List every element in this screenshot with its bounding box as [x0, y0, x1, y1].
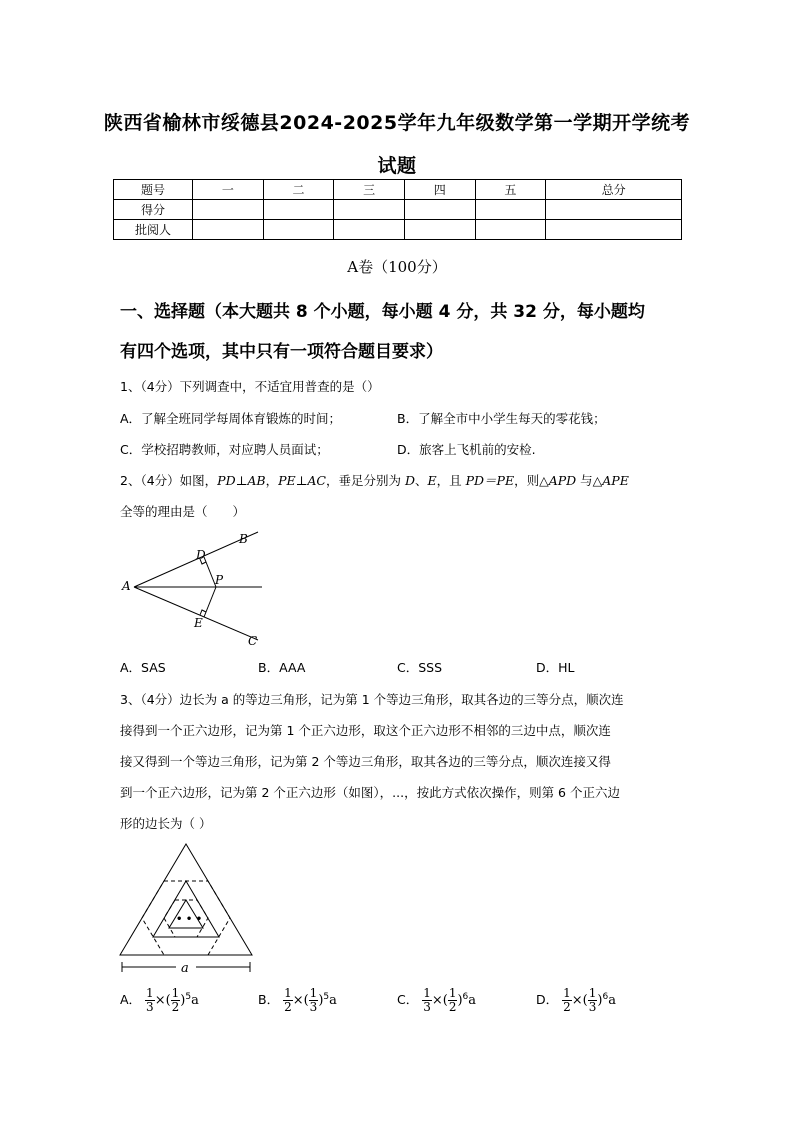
- denominator: 2: [171, 1000, 180, 1014]
- numerator: 1: [284, 986, 292, 1000]
- table-cell: [404, 220, 475, 240]
- ray-ac: [134, 587, 258, 640]
- document-title-line1: 陕西省榆林市绥德县2024-2025学年九年级数学第一学期开学统考: [103, 112, 691, 134]
- table-cell: [404, 200, 475, 220]
- denominator: 2: [448, 1000, 457, 1014]
- table-cell: [193, 200, 264, 220]
- question-2-option-a: A．SAS: [120, 660, 166, 675]
- score-table: [113, 179, 682, 240]
- table-cell: [193, 220, 264, 240]
- question-3-option-b: [258, 987, 337, 1014]
- question-3-line5: 形的边长为（ ）: [120, 816, 212, 831]
- numerator: 1: [309, 986, 318, 1000]
- section-heading-line1: 一、选择题（本大题共 8 个小题，每小题 4 分，共 32 分，每小题均: [120, 302, 645, 322]
- question-1-option-b: B．了解全市中小学生每天的零花钱；: [397, 411, 606, 426]
- label-a: A: [122, 579, 131, 593]
- document-title-line2: 试题: [377, 155, 417, 177]
- close-paren: ): [318, 993, 324, 1008]
- question-2-stem-line2: 全等的理由是（ ）: [120, 504, 246, 519]
- question-1-option-a: A．了解全班同学每周体育锻炼的时间；: [120, 411, 342, 426]
- question-2-option-b: B．AAA: [258, 660, 306, 675]
- table-cell: [475, 220, 546, 240]
- option-label: B．: [258, 992, 280, 1007]
- volume-label: A卷（100分）: [347, 258, 447, 276]
- denominator: 2: [284, 1000, 292, 1014]
- option-label: C．: [397, 992, 419, 1007]
- point-e: E: [427, 473, 437, 488]
- fraction: [422, 987, 432, 1014]
- denominator: 3: [423, 1000, 431, 1014]
- times-paren: ×(: [571, 993, 588, 1008]
- angle-bisector-figure: [118, 528, 266, 648]
- question-2-option-d: D．HL: [536, 660, 575, 675]
- exponent: 6: [602, 991, 609, 1002]
- table-cell: [263, 200, 334, 220]
- question-1-option-c: C．学校招聘教师，对应聘人员面试；: [120, 442, 329, 457]
- triangle-apd: APD: [548, 473, 577, 488]
- table-cell: 总分: [546, 180, 682, 200]
- question-2-stem: [120, 471, 629, 489]
- variable-a: a: [468, 993, 477, 1008]
- option-label: A．: [120, 992, 142, 1007]
- fraction: [562, 987, 572, 1014]
- label-b: B: [239, 532, 248, 546]
- variable-a: a: [191, 993, 199, 1008]
- table-cell: [475, 200, 546, 220]
- nested-triangle-figure: [118, 840, 260, 978]
- fraction: [588, 987, 598, 1014]
- table-cell: [334, 200, 405, 220]
- numerator: 1: [423, 986, 431, 1000]
- stem-text: 、: [414, 473, 428, 488]
- table-cell: 一: [193, 180, 264, 200]
- score-table-header-row: [114, 180, 682, 200]
- variable-a: a: [329, 993, 337, 1008]
- table-cell: 四: [404, 180, 475, 200]
- question-3-line4: 到一个正六边形，记为第 2 个正六边形（如图），...，按此方式依次操作，则第 6 个正六边: [120, 785, 620, 800]
- side-label-a: a: [181, 961, 189, 976]
- times-paren: ×(: [154, 993, 171, 1008]
- score-table-row: [114, 220, 682, 240]
- question-2-option-c: C．SSS: [397, 660, 443, 675]
- fraction: [309, 987, 319, 1014]
- condition-pd-pe: PD＝PE: [465, 473, 515, 488]
- table-cell: [546, 220, 682, 240]
- triangle-ape: APE: [602, 473, 629, 488]
- label-c: C: [248, 634, 258, 648]
- exponent: 5: [323, 991, 330, 1002]
- denominator: 3: [588, 1000, 597, 1014]
- exponent: 6: [462, 991, 469, 1002]
- denominator: 3: [309, 1000, 318, 1014]
- numerator: 1: [171, 986, 180, 1000]
- ellipsis-dots: • • •: [176, 914, 203, 925]
- table-cell: 五: [475, 180, 546, 200]
- table-cell: 二: [263, 180, 334, 200]
- question-3-line2: 接得到一个正六边形，记为第 1 个正六边形，取这个正六边形不相邻的三边中点，顺次连: [120, 723, 611, 738]
- condition-pd-ab: PD⊥AB: [217, 473, 266, 488]
- table-cell: [546, 200, 682, 220]
- table-cell: 题号: [114, 180, 193, 200]
- close-paren: ): [457, 993, 463, 1008]
- denominator: 2: [563, 1000, 571, 1014]
- condition-pe-ac: PE⊥AC: [278, 473, 326, 488]
- point-d: D: [404, 473, 415, 488]
- times-paren: ×(: [431, 993, 448, 1008]
- stem-text: ，垂足分别为: [325, 473, 405, 488]
- option-label: D．: [536, 992, 559, 1007]
- question-3-option-a: [120, 987, 199, 1014]
- label-p: P: [215, 573, 224, 587]
- denominator: 3: [146, 1000, 154, 1014]
- triangle-2: [153, 881, 219, 937]
- numerator: 1: [146, 986, 154, 1000]
- stem-text: ，: [265, 473, 279, 488]
- table-cell: [334, 220, 405, 240]
- question-1-stem: 1、（4分）下列调查中，不适宜用普查的是（）: [120, 379, 380, 394]
- section-heading-line2: 有四个选项，其中只有一项符合题目要求）: [120, 342, 443, 362]
- close-paren: ): [597, 993, 603, 1008]
- table-cell: 批阅人: [114, 220, 193, 240]
- stem-text: ，且: [436, 473, 466, 488]
- numerator: 1: [563, 986, 571, 1000]
- table-cell: 三: [334, 180, 405, 200]
- numerator: 1: [448, 986, 457, 1000]
- score-table-row: [114, 200, 682, 220]
- variable-a: a: [608, 993, 616, 1008]
- table-cell: 得分: [114, 200, 193, 220]
- question-3-option-d: [536, 987, 616, 1014]
- question-1-option-d: D．旅客上飞机前的安检.: [397, 442, 536, 457]
- fraction: [283, 987, 293, 1014]
- fraction: [145, 987, 155, 1014]
- segment-pe: [204, 587, 216, 617]
- question-3-option-c: [397, 987, 476, 1014]
- close-paren: ): [180, 993, 186, 1008]
- table-cell: [263, 220, 334, 240]
- numerator: 1: [588, 986, 597, 1000]
- fraction: [171, 987, 181, 1014]
- question-3-line3: 接又得到一个等边三角形，记为第 2 个等边三角形，取其各边的三等分点，顺次连接又得: [120, 754, 611, 769]
- stem-text: ，则△: [514, 473, 549, 488]
- exponent: 5: [185, 991, 192, 1002]
- label-e: E: [194, 616, 203, 630]
- label-d: D: [196, 548, 206, 562]
- stem-text: 2、（4分）如图，: [120, 473, 218, 488]
- times-paren: ×(: [292, 993, 309, 1008]
- question-3-line1: 3、（4分）边长为 a 的等边三角形，记为第 1 个等边三角形，取其各边的三等分点，顺次连: [120, 692, 624, 707]
- stem-text: 与△: [576, 473, 603, 488]
